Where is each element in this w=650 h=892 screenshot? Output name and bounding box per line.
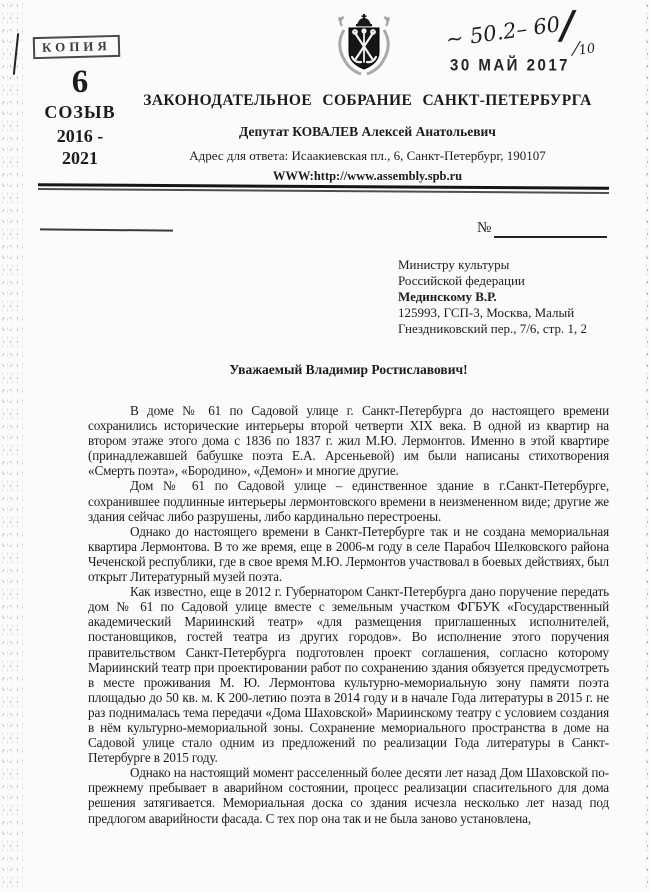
recipient-name: Мединскому В.Р. bbox=[398, 288, 497, 304]
copy-stamp: КОПИЯ bbox=[33, 35, 120, 59]
body-paragraph: Как известно, еще в 2012 г. Губернатором Санкт-Петербурга дано поручение передать дом № 61 по Садовой улице вместе с земельным участком ФГБУК «Государственный академический Мариинский театр» «для размещения приглашенных исполнителей, постановщиков, гостей театра из других городов». Во исполнение этого поручения правительством Санкт-Петербурга подготовлен проект соглашения, согласно которому Мариинский театр при проектировании работ по сохранению здания обязуется предусмотреть в месте проживания М. Ю. Лермонтова культурно-мемориальную зону памяти поэта площадью до 50 кв. м. К 200-летию поэта в 2014 году и в начале Года литературы в 2015 г. не раз поднималась тема передачи «Дома Шаховской» Мариинскому театру с условием создания в нём культурно-мемориальной зоны. Сохранение мемориального пространства в доме на Садовой улице стало одним из предложений по реализации Года литературы в Санкт-Петербурге в 2015 году. bbox=[88, 584, 609, 766]
recipient-block bbox=[398, 257, 620, 337]
convocation-number: 6 bbox=[71, 64, 89, 100]
convocation-years-start: 2016 - bbox=[56, 126, 104, 146]
outgoing-number-label: № bbox=[477, 220, 492, 236]
letter-body bbox=[88, 403, 609, 826]
body-paragraph: Дом № 61 по Садовой улице – единственное здание в г.Санкт-Петербурге, сохранившее подлинные интерьеры лермонтовского времени в неизмененном виде; другие же здания сейчас либо разрушены, либо кардинально перестроены. bbox=[88, 478, 609, 524]
body-paragraph: Однако на настоящий момент расселенный более десяти лет назад Дом Шаховской по-прежнему пребывает в аварийном состоянии, процесс реализации спасительного для дома решения затягивается. Мемориальная доска со здания исчезла несколько лет назад под предлогом аварийности фасада. С тех пор она так и не была заново установлена, bbox=[88, 765, 609, 826]
date-received-stamp: 30 МАЙ 2017 bbox=[450, 55, 570, 76]
recipient-line: Гнездниковский пер., 7/6, стр. 1, 2 bbox=[398, 320, 588, 336]
body-paragraph: В доме № 61 по Садовой улице г. Санкт-Петербурга до настоящего времени сохранились исторические интерьеры второй четверти XIX века. В одной из квартир на втором этаже этого дома с 1836 по 1837 г. жил М.Ю. Лермонтов. Именно в этой квартире (принадлежавшей бабушке поэта Е.А. Арсеньевой) им были написаны стихотворения «Смерть поэта», «Бородино», «Демон» и многие другие. bbox=[88, 403, 609, 479]
deputy-name-line: Депутат КОВАЛЕВ Алексей Анатольевич bbox=[239, 124, 496, 139]
recipient-line: 125993, ГСП-3, Москва, Малый bbox=[398, 304, 575, 320]
organization-title: ЗАКОНОДАТЕЛЬНОЕ СОБРАНИЕ САНКТ-ПЕТЕРБУРГА bbox=[143, 92, 592, 109]
recipient-line: Министру культуры bbox=[398, 257, 510, 272]
handwritten-number-main: ~ 50.2– 60 bbox=[444, 12, 562, 52]
website-line: WWW:http://www.assembly.spb.ru bbox=[272, 169, 463, 183]
convocation-block bbox=[34, 64, 126, 169]
convocation-years-end: 2021 bbox=[62, 148, 98, 168]
scan-noise-right bbox=[644, 0, 650, 892]
body-paragraph: Однако до настоящего времени в Санкт-Петербурге так и не создана мемориальная квартира Лермонтова. В то же время, еще в 2006-м году в селе Парабоч Шелковского района Чеченской республики, где в свое время М.Ю. Лермонтов участвовал в боевых действиях, был открыт Литературный музей поэта. bbox=[88, 523, 609, 585]
date-blank-line bbox=[40, 228, 173, 231]
salutation: Уважаемый Владимир Ростиславович! bbox=[229, 362, 468, 377]
pen-tick-mark bbox=[13, 33, 19, 75]
handwritten-number-denominator: ⁄ 10 bbox=[573, 36, 596, 60]
scan-noise-left bbox=[0, 0, 24, 892]
spb-coat-of-arms-icon bbox=[332, 12, 396, 88]
convocation-label: СОЗЫВ bbox=[44, 102, 116, 122]
reply-address-line: Адрес для ответа: Исаакиевская пл., 6, Санкт-Петербург, 190107 bbox=[189, 148, 546, 163]
recipient-line: Российской федерации bbox=[398, 272, 525, 288]
outgoing-number-blank-line bbox=[494, 236, 607, 238]
